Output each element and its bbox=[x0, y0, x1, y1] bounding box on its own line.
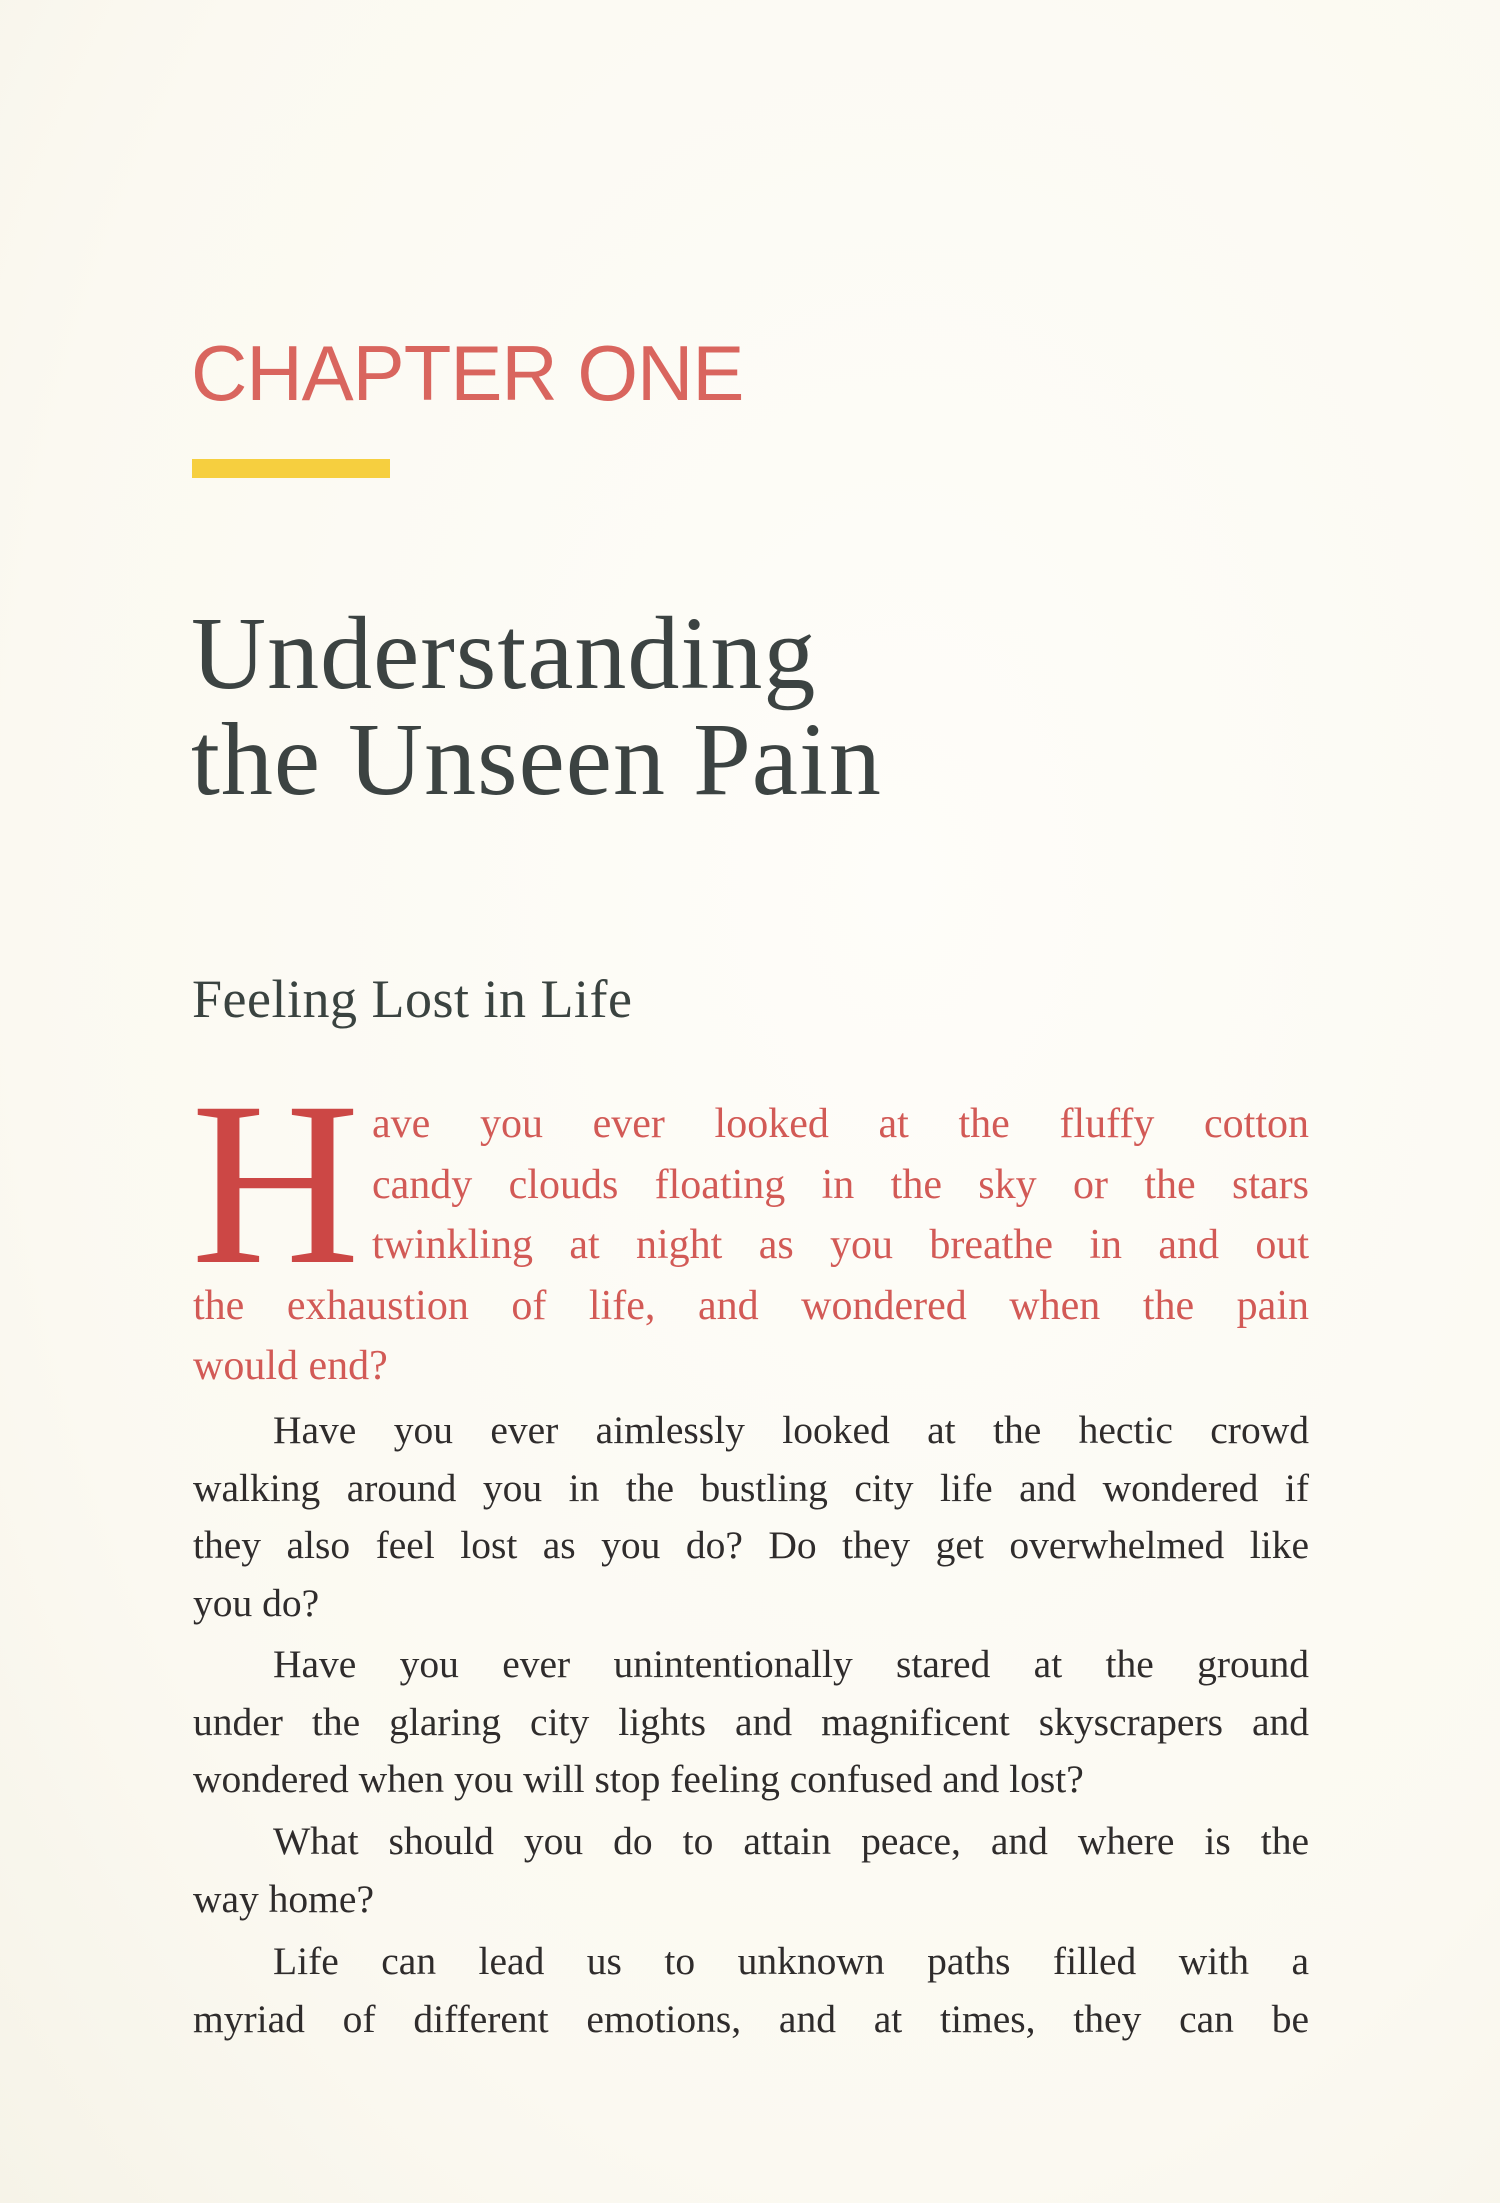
paragraph-line: under the glaring city lights and magnificent skyscrapers and bbox=[193, 1699, 1309, 1744]
body-paragraph bbox=[193, 1402, 1309, 1632]
chapter-title-line-1: Understanding bbox=[191, 596, 817, 711]
chapter-title bbox=[191, 596, 882, 817]
paragraph-line: Life can lead us to unknown paths filled with a bbox=[273, 1939, 1309, 1983]
paragraph-line: wondered when you will stop feeling confused and lost? bbox=[193, 1757, 1084, 1801]
paragraph-line: Have you ever aimlessly looked at the hectic crowd bbox=[273, 1408, 1309, 1452]
body-paragraph bbox=[193, 1933, 1309, 2048]
paragraph-line: they also feel lost as you do? Do they get overwhelmed like bbox=[193, 1523, 1309, 1567]
paragraph-line: ave you ever looked at the fluffy cotton bbox=[372, 1101, 1309, 1147]
drop-cap: H bbox=[191, 1053, 360, 1313]
section-heading: Feeling Lost in Life bbox=[192, 969, 633, 1029]
body-paragraph bbox=[193, 1636, 1309, 1809]
paragraph-line: myriad of different emotions, and at times, they can be bbox=[193, 1996, 1309, 2041]
intro-paragraph bbox=[191, 1053, 1309, 1397]
chapter-accent-bar bbox=[192, 459, 390, 478]
paragraph-line: What should you do to attain peace, and where is the bbox=[273, 1819, 1309, 1863]
chapter-title-line-2: the Unseen Pain bbox=[191, 702, 882, 817]
paragraph-line: candy clouds floating in the sky or the stars bbox=[372, 1161, 1309, 1208]
paragraph-line: way home? bbox=[193, 1876, 374, 1921]
paragraph-line: walking around you in the bustling city life and wondered if bbox=[193, 1465, 1309, 1510]
paragraph-line: Have you ever unintentionally stared at the ground bbox=[273, 1642, 1309, 1686]
paragraph-line: the exhaustion of life, and wondered when the pain bbox=[193, 1282, 1309, 1329]
chapter-label: CHAPTER ONE bbox=[191, 329, 744, 417]
paragraph-line: would end? bbox=[193, 1343, 388, 1389]
paragraph-line: you do? bbox=[193, 1580, 320, 1625]
paragraph-line: twinkling at night as you breathe in and out bbox=[372, 1222, 1309, 1268]
body-paragraph bbox=[193, 1813, 1309, 1928]
